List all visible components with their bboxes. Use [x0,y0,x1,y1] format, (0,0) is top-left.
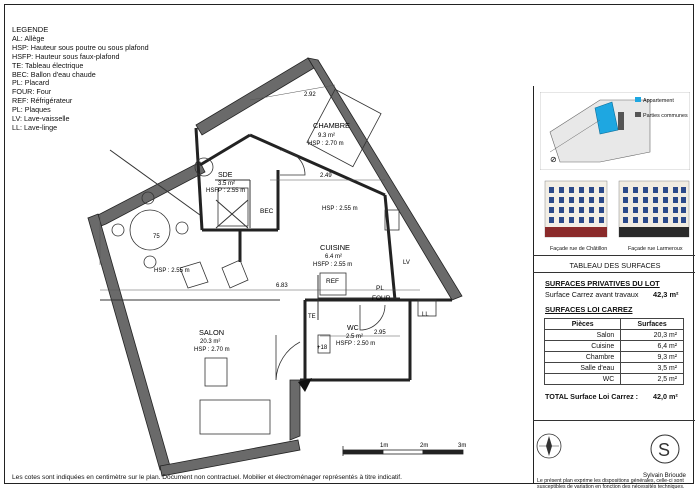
compass-icon: ⊘ [550,155,557,164]
location-legend-common: Parties communes [643,113,688,119]
room-chambre-name: CHAMBRE [313,121,350,130]
coffee-table [205,358,227,386]
label-plus18: +18 [317,345,328,351]
col-surfaces: Surfaces [621,319,684,330]
cell-piece: Chambre [545,352,621,363]
wall-southeast [290,380,300,440]
room-cuisine-name: CUISINE [320,243,350,252]
scale-2m: 2m [420,443,429,449]
table-row [545,374,684,385]
room-sde-area: 3.5 m² [218,181,236,187]
carrez-avant-label: Surface Carrez avant travaux [545,290,639,299]
legend-item: FOUR: Four [12,87,52,97]
scale-1m: 1m [380,443,389,449]
room-sde-height: HSFP : 2.55 m [206,188,246,194]
legend-item: LV: Lave-vaisselle [12,114,70,124]
label-ref: REF [326,278,339,285]
table-header [545,319,684,330]
room-chambre-area: 9.3 m² [318,133,336,139]
legend-item: BEC: Ballon d'eau chaude [12,69,96,79]
room-wc-height: HSFP : 2.50 m [336,341,376,347]
dining-table [130,210,170,250]
label-bec: BEC [260,208,274,215]
cell-surface: 2,5 m² [621,374,684,385]
cell-piece: Cuisine [545,341,621,352]
furniture [112,89,436,434]
dim-295: 2.95 [374,330,386,336]
loi-carrez-title: SURFACES LOI CARREZ [545,305,633,314]
total-value: 42,0 m² [653,392,678,401]
chair-b [176,222,188,234]
scale-bar [343,446,463,456]
facade-left [541,175,611,243]
dim-683: 6.83 [276,283,288,289]
wall-west-top [88,162,205,228]
table-row [545,352,684,363]
room-salon-height: HSP : 2.70 m [194,347,230,353]
sofa [200,400,270,434]
col-pieces: Pièces [545,319,621,330]
label-hsp-left: HSP : 2.55 m [154,268,190,274]
room-sde-name: SDE [218,172,233,179]
wall-west [88,214,170,470]
cell-piece: Salle d'eau [545,363,621,374]
privatives-title: SURFACES PRIVATIVES DU LOT [545,279,660,288]
room-wc-name: WC [347,325,359,332]
exterior-walls [88,58,462,476]
disclaimer: Le présent plan exprime les dispositions générales, celle-ci sont susceptibles de variation en fonction des nécessités techniques. [537,478,685,490]
thin-walls [100,150,400,320]
compass-logo [535,432,563,460]
facade-left-caption: Façade rue de Châtillon [550,246,608,252]
label-ll: LL [422,312,429,318]
scale-3m: 3m [458,443,467,449]
legend-swatch-common [635,112,641,117]
divider [533,420,695,421]
interior-walls [196,128,452,380]
cell-piece: WC [545,374,621,385]
footnote: Les cotes sont indiquées en centimètre sur le plan. Document non contractuel. Mobilier et électroménager représentés à titre indicatif. [12,474,402,481]
facade-right [615,175,693,243]
chair-d [144,256,156,268]
label-lv: LV [403,260,410,266]
dim-249: 2.49 [320,173,332,179]
label-te: TE [308,314,316,320]
legend-title: LEGENDE [12,25,49,34]
surfaces-table [544,318,684,385]
room-cuisine-height: HSFP : 2.55 m [313,262,353,268]
map-common [618,112,624,130]
total-label: TOTAL Surface Loi Carrez : [545,392,639,401]
cell-surface: 6,4 m² [621,341,684,352]
facade-right-caption: Façade rue Larmeroux [628,246,683,252]
room-wc-area: 2.5 m² [346,334,364,340]
legend-item: PL: Plaques [12,105,51,115]
company-name: Sylvain Brioude [643,472,686,479]
room-cuisine-area: 6.4 m² [325,254,343,260]
armchair-a [180,262,208,288]
company-logo [648,432,682,466]
dim-75: 75 [153,234,160,240]
legend-item: REF: Réfrigérateur [12,96,73,106]
cell-surface: 20,3 m² [621,330,684,341]
divider [533,255,695,256]
legend-item: HSP: Hauteur sous poutre ou sous plafond [12,42,149,52]
svg-text:S: S [658,440,671,460]
legend-item: PL: Placard [12,78,50,88]
door-wc [360,305,385,330]
table-row [545,330,684,341]
carrez-avant-value: 42,3 m² [653,290,679,299]
label-hsp-mid: HSP : 2.55 m [322,206,358,212]
cell-surface: 3,5 m² [621,363,684,374]
room-salon-area: 20.3 m² [200,339,221,345]
chair-a [112,224,124,236]
wall-south [160,440,300,476]
cell-piece: Salon [545,330,621,341]
room-salon-name: SALON [199,328,225,337]
cell-surface: 9,3 m² [621,352,684,363]
room-chambre-height: HSP : 2.70 m [308,141,344,147]
legend-item: HSFP: Hauteur sous faux-plafond [12,51,120,61]
legend-item: AL: Allège [12,33,45,43]
table-row [545,341,684,352]
wall-north [196,58,314,135]
armchair-b [222,260,248,288]
dim-292: 2.92 [304,92,316,98]
surfaces-title: TABLEAU DES SURFACES [569,261,661,270]
legend-item: TE: Tableau électrique [12,60,84,70]
door-salon [276,335,300,380]
legend-item: LL: Lave-linge [12,122,58,132]
table-row [545,363,684,374]
label-four: FOUR [372,295,391,302]
legend-swatch-apartment [635,97,641,102]
location-legend-apartment: Appartement [643,98,674,104]
label-pl: PL [376,285,384,292]
divider [533,272,695,273]
